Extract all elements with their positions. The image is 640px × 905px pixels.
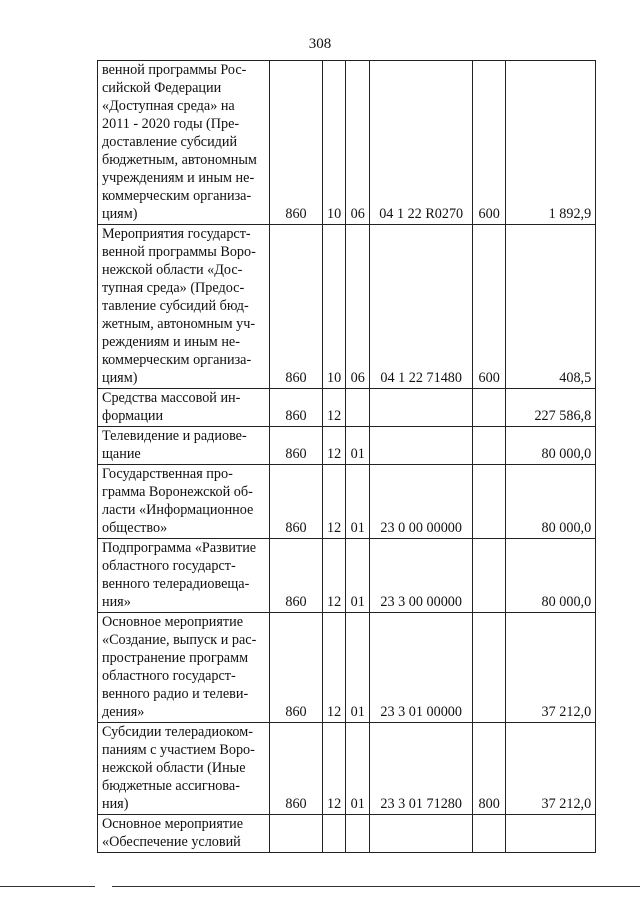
subsection-cell: 01 [346,613,370,723]
item-name-line: венной программы Рос- [102,62,247,78]
gov-code-cell: 860 [270,389,323,427]
section-cell: 10 [323,61,346,225]
subsection-cell: 06 [346,225,370,389]
target-article-cell: 04 1 22 R0270 [370,61,473,225]
subsection-cell: 01 [346,427,370,465]
amount-cell: 1 892,9 [506,61,596,225]
budget-table [97,60,596,853]
table-row [98,465,596,539]
table-row [98,389,596,427]
item-name-line: тавление субсидий бюд- [102,298,249,314]
page-number: 308 [308,36,332,52]
item-name-line: щание [102,446,141,462]
item-name-line: бюджетным, автономным [102,152,257,168]
amount-cell: 80 000,0 [506,465,596,539]
amount-cell: 80 000,0 [506,539,596,613]
item-name-line: Средства массовой ин- [102,390,241,406]
amount-cell [506,815,596,853]
gov-code-cell: 860 [270,539,323,613]
item-name-line: Основное мероприятие [102,614,243,630]
table-row [98,723,596,815]
section-cell: 12 [323,613,346,723]
subsection-cell [346,389,370,427]
item-name-line: жетным, автономным уч- [102,316,256,332]
item-name-line: Государственная про- [102,466,233,482]
target-article-cell: 23 0 00 00000 [370,465,473,539]
amount-cell: 37 212,0 [506,613,596,723]
target-article-cell [370,815,473,853]
gov-code-cell [270,815,323,853]
item-name-line: общество» [102,520,168,536]
target-article-cell: 23 3 01 00000 [370,613,473,723]
section-cell [323,815,346,853]
expense-type-cell [473,613,506,723]
target-article-cell: 23 3 01 71280 [370,723,473,815]
expense-type-cell: 600 [473,61,506,225]
expense-type-cell [473,815,506,853]
item-name-line: Мероприятия государст- [102,226,251,242]
section-cell: 12 [323,539,346,613]
expense-type-cell [473,465,506,539]
budget-table-body [98,61,596,853]
expense-type-cell [473,539,506,613]
amount-cell: 227 586,8 [506,389,596,427]
gov-code-cell: 860 [270,61,323,225]
section-cell: 12 [323,427,346,465]
item-name-cell [98,427,270,465]
item-name-line: венной программы Воро- [102,244,256,260]
item-name-cell [98,225,270,389]
item-name-line: нежской области «Дос- [102,262,243,278]
item-name-line: коммерческим организа- [102,188,252,204]
item-name-line: тупная среда» (Предос- [102,280,245,296]
item-name-line: реждениям и иным не- [102,334,240,350]
item-name-line: «Создание, выпуск и рас- [102,632,257,648]
item-name-line: «Доступная среда» на [102,98,235,114]
item-name-cell [98,815,270,853]
item-name-line: паниям с участием Воро- [102,742,255,758]
target-article-cell: 04 1 22 71480 [370,225,473,389]
item-name-line: ния» [102,594,131,610]
subsection-cell: 01 [346,539,370,613]
item-name-line: нежской области (Иные [102,760,246,776]
subsection-cell: 06 [346,61,370,225]
table-row [98,815,596,853]
table-row [98,225,596,389]
section-cell: 12 [323,465,346,539]
item-name-line: учреждениям и иным не- [102,170,255,186]
table-row [98,61,596,225]
item-name-line: 2011 - 2020 годы (Пре- [102,116,240,132]
item-name-cell [98,613,270,723]
item-name-line: Основное мероприятие [102,816,243,832]
target-article-cell: 23 3 00 00000 [370,539,473,613]
expense-type-cell [473,389,506,427]
item-name-cell [98,465,270,539]
item-name-line: «Обеспечение условий [102,834,241,850]
item-name-line: Телевидение и радиове- [102,428,247,444]
item-name-line: грамма Воронежской об- [102,484,253,500]
item-name-line: циям) [102,370,138,386]
item-name-line: дения» [102,704,145,720]
gov-code-cell: 860 [270,427,323,465]
item-name-cell [98,723,270,815]
item-name-line: формации [102,408,164,424]
expense-type-cell [473,427,506,465]
amount-cell: 80 000,0 [506,427,596,465]
item-name-line: ния) [102,796,129,812]
item-name-cell [98,389,270,427]
subsection-cell [346,815,370,853]
amount-cell: 408,5 [506,225,596,389]
table-row [98,427,596,465]
subsection-cell: 01 [346,465,370,539]
table-row [98,539,596,613]
gov-code-cell: 860 [270,613,323,723]
item-name-line: областного государст- [102,668,236,684]
item-name-line: ласти «Информационное [102,502,254,518]
item-name-line: Субсидии телерадиоком- [102,724,253,740]
item-name-line: венного радио и телеви- [102,686,249,702]
gov-code-cell: 860 [270,465,323,539]
amount-cell: 37 212,0 [506,723,596,815]
item-name-cell [98,539,270,613]
expense-type-cell: 800 [473,723,506,815]
section-cell: 12 [323,723,346,815]
item-name-line: областного государст- [102,558,236,574]
item-name-line: коммерческим организа- [102,352,252,368]
item-name-line: венного телерадиовеща- [102,576,250,592]
table-row [98,613,596,723]
target-article-cell [370,389,473,427]
expense-type-cell: 600 [473,225,506,389]
item-name-line: пространение программ [102,650,249,666]
item-name-line: Подпрограмма «Развитие [102,540,257,556]
gov-code-cell: 860 [270,723,323,815]
footer-rule-left [0,886,95,887]
target-article-cell [370,427,473,465]
item-name-line: циям) [102,206,138,222]
item-name-line: доставление субсидий [102,134,238,150]
subsection-cell: 01 [346,723,370,815]
item-name-line: бюджетные ассигнова- [102,778,240,794]
item-name-cell [98,61,270,225]
gov-code-cell: 860 [270,225,323,389]
footer-rule-right [112,886,640,887]
item-name-line: сийской Федерации [102,80,222,96]
section-cell: 12 [323,389,346,427]
section-cell: 10 [323,225,346,389]
